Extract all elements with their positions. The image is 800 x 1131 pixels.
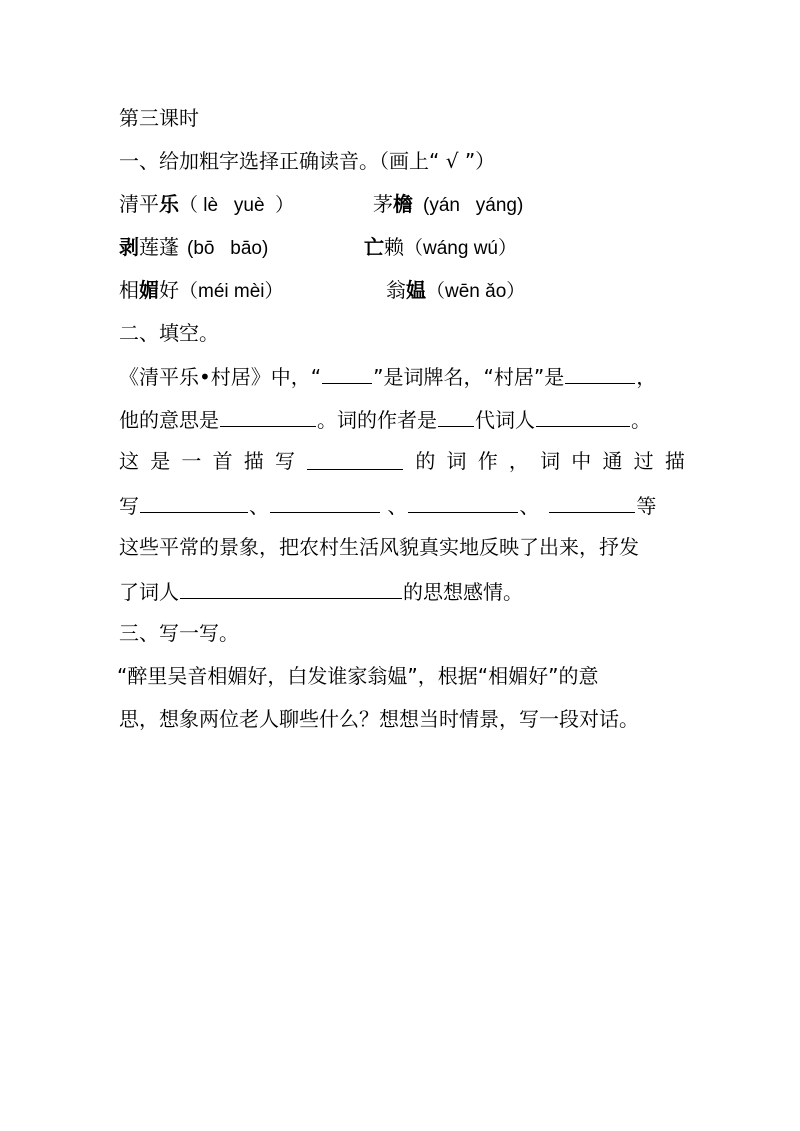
blank-scene-4[interactable] xyxy=(549,491,635,513)
pinyin-item-3 xyxy=(119,234,268,262)
section3-heading: 三、写一写。 xyxy=(119,621,239,645)
lesson-title: 第三课时 xyxy=(119,106,199,130)
pinyin-item-2 xyxy=(373,191,523,219)
fill-text: ”是词牌名，“村居”是 xyxy=(373,365,565,389)
item-text: 茅 xyxy=(373,192,393,216)
item-text: 莲蓬 xyxy=(139,235,179,259)
fill-line-4 xyxy=(119,491,656,519)
item-bold-char: 媪 xyxy=(406,278,426,302)
fill-char: 一 xyxy=(181,449,202,473)
fill-line-6 xyxy=(119,577,523,605)
fill-char: 这 xyxy=(119,449,139,473)
section3-prompt-line-2: 思，想象两位老人聊些什么？想想当时情景，写一段对话。 xyxy=(119,707,639,731)
fill-char: 中 xyxy=(571,449,592,473)
item-text: 翁 xyxy=(386,278,406,302)
fill-text: 。 xyxy=(631,408,651,432)
blank-description[interactable] xyxy=(307,448,403,470)
item-bold-char: 亡 xyxy=(364,235,384,259)
fill-char: 描 xyxy=(664,449,685,473)
item-bold-char: 檐 xyxy=(393,192,413,216)
pinyin-item-6 xyxy=(386,277,525,305)
fill-char: 的 xyxy=(415,449,436,473)
fill-line-3 xyxy=(119,448,685,474)
item-text: 清平 xyxy=(119,192,159,216)
item-text: 好 xyxy=(159,278,179,302)
item-pinyin: （wēn ǎo） xyxy=(426,281,526,302)
pinyin-item-4 xyxy=(364,234,517,262)
fill-text: 的思想感情。 xyxy=(403,580,523,604)
fill-char: 词 xyxy=(446,449,467,473)
item-pinyin: （méi mèi） xyxy=(179,281,284,302)
fill-text: 。词的作者是 xyxy=(317,408,437,432)
blank-poet[interactable] xyxy=(536,405,630,427)
blank-scene-2[interactable] xyxy=(270,491,380,513)
blank-cunju-meaning[interactable] xyxy=(565,362,635,384)
pinyin-item-1 xyxy=(119,191,294,219)
blank-dynasty[interactable] xyxy=(438,405,474,427)
section3-prompt-line-1: “醉里吴音相媚好，白发谁家翁媪”，根据“相媚好”的意 xyxy=(117,664,599,688)
blank-scene-1[interactable] xyxy=(140,491,248,513)
fill-text: 、 xyxy=(249,494,269,518)
fill-char: 过 xyxy=(633,449,654,473)
blank-scene-3[interactable] xyxy=(408,491,518,513)
fill-line-2 xyxy=(119,405,651,433)
fill-text: 、 xyxy=(519,494,540,518)
fill-line-1 xyxy=(119,362,656,390)
fill-char: 描 xyxy=(243,449,264,473)
item-text: 赖 xyxy=(384,235,404,259)
item-bold-char: 媚 xyxy=(139,278,159,302)
fill-text: ， xyxy=(636,365,657,389)
item-pinyin: (yán yáng) xyxy=(423,195,524,216)
fill-char: 词 xyxy=(540,449,561,473)
fill-text: 代词人 xyxy=(475,408,535,432)
blank-cipai-name[interactable] xyxy=(322,362,372,384)
fill-text: 了词人 xyxy=(119,580,179,604)
item-bold-char: 剥 xyxy=(119,235,139,259)
fill-char: 通 xyxy=(602,449,623,473)
item-pinyin: （wáng wú） xyxy=(404,238,517,259)
fill-char: ， xyxy=(508,449,529,473)
fill-line-5: 这些平常的景象，把农村生活风貌真实地反映了出来，抒发 xyxy=(119,535,639,559)
section1-heading: 一、给加粗字选择正确读音。（画上“ √ ”） xyxy=(119,149,496,173)
item-pinyin: (bō bāo) xyxy=(187,238,269,259)
fill-char: 作 xyxy=(477,449,498,473)
fill-char: 首 xyxy=(212,449,233,473)
blank-feeling[interactable] xyxy=(180,577,402,599)
fill-char: 是 xyxy=(150,449,171,473)
fill-text: 、 xyxy=(381,494,408,518)
item-text: 相 xyxy=(119,278,139,302)
fill-text: 《清平乐•村居》中，“ xyxy=(119,365,322,389)
fill-text: 写 xyxy=(119,494,139,518)
blank-meaning[interactable] xyxy=(220,405,316,427)
section2-heading: 二、填空。 xyxy=(119,321,219,345)
fill-char: 写 xyxy=(274,449,295,473)
pinyin-item-5 xyxy=(119,277,284,305)
item-bold-char: 乐 xyxy=(159,192,179,216)
fill-text: 等 xyxy=(636,494,657,518)
item-pinyin: （ lè yuè ） xyxy=(179,195,295,216)
fill-text: 他的意思是 xyxy=(119,408,219,432)
